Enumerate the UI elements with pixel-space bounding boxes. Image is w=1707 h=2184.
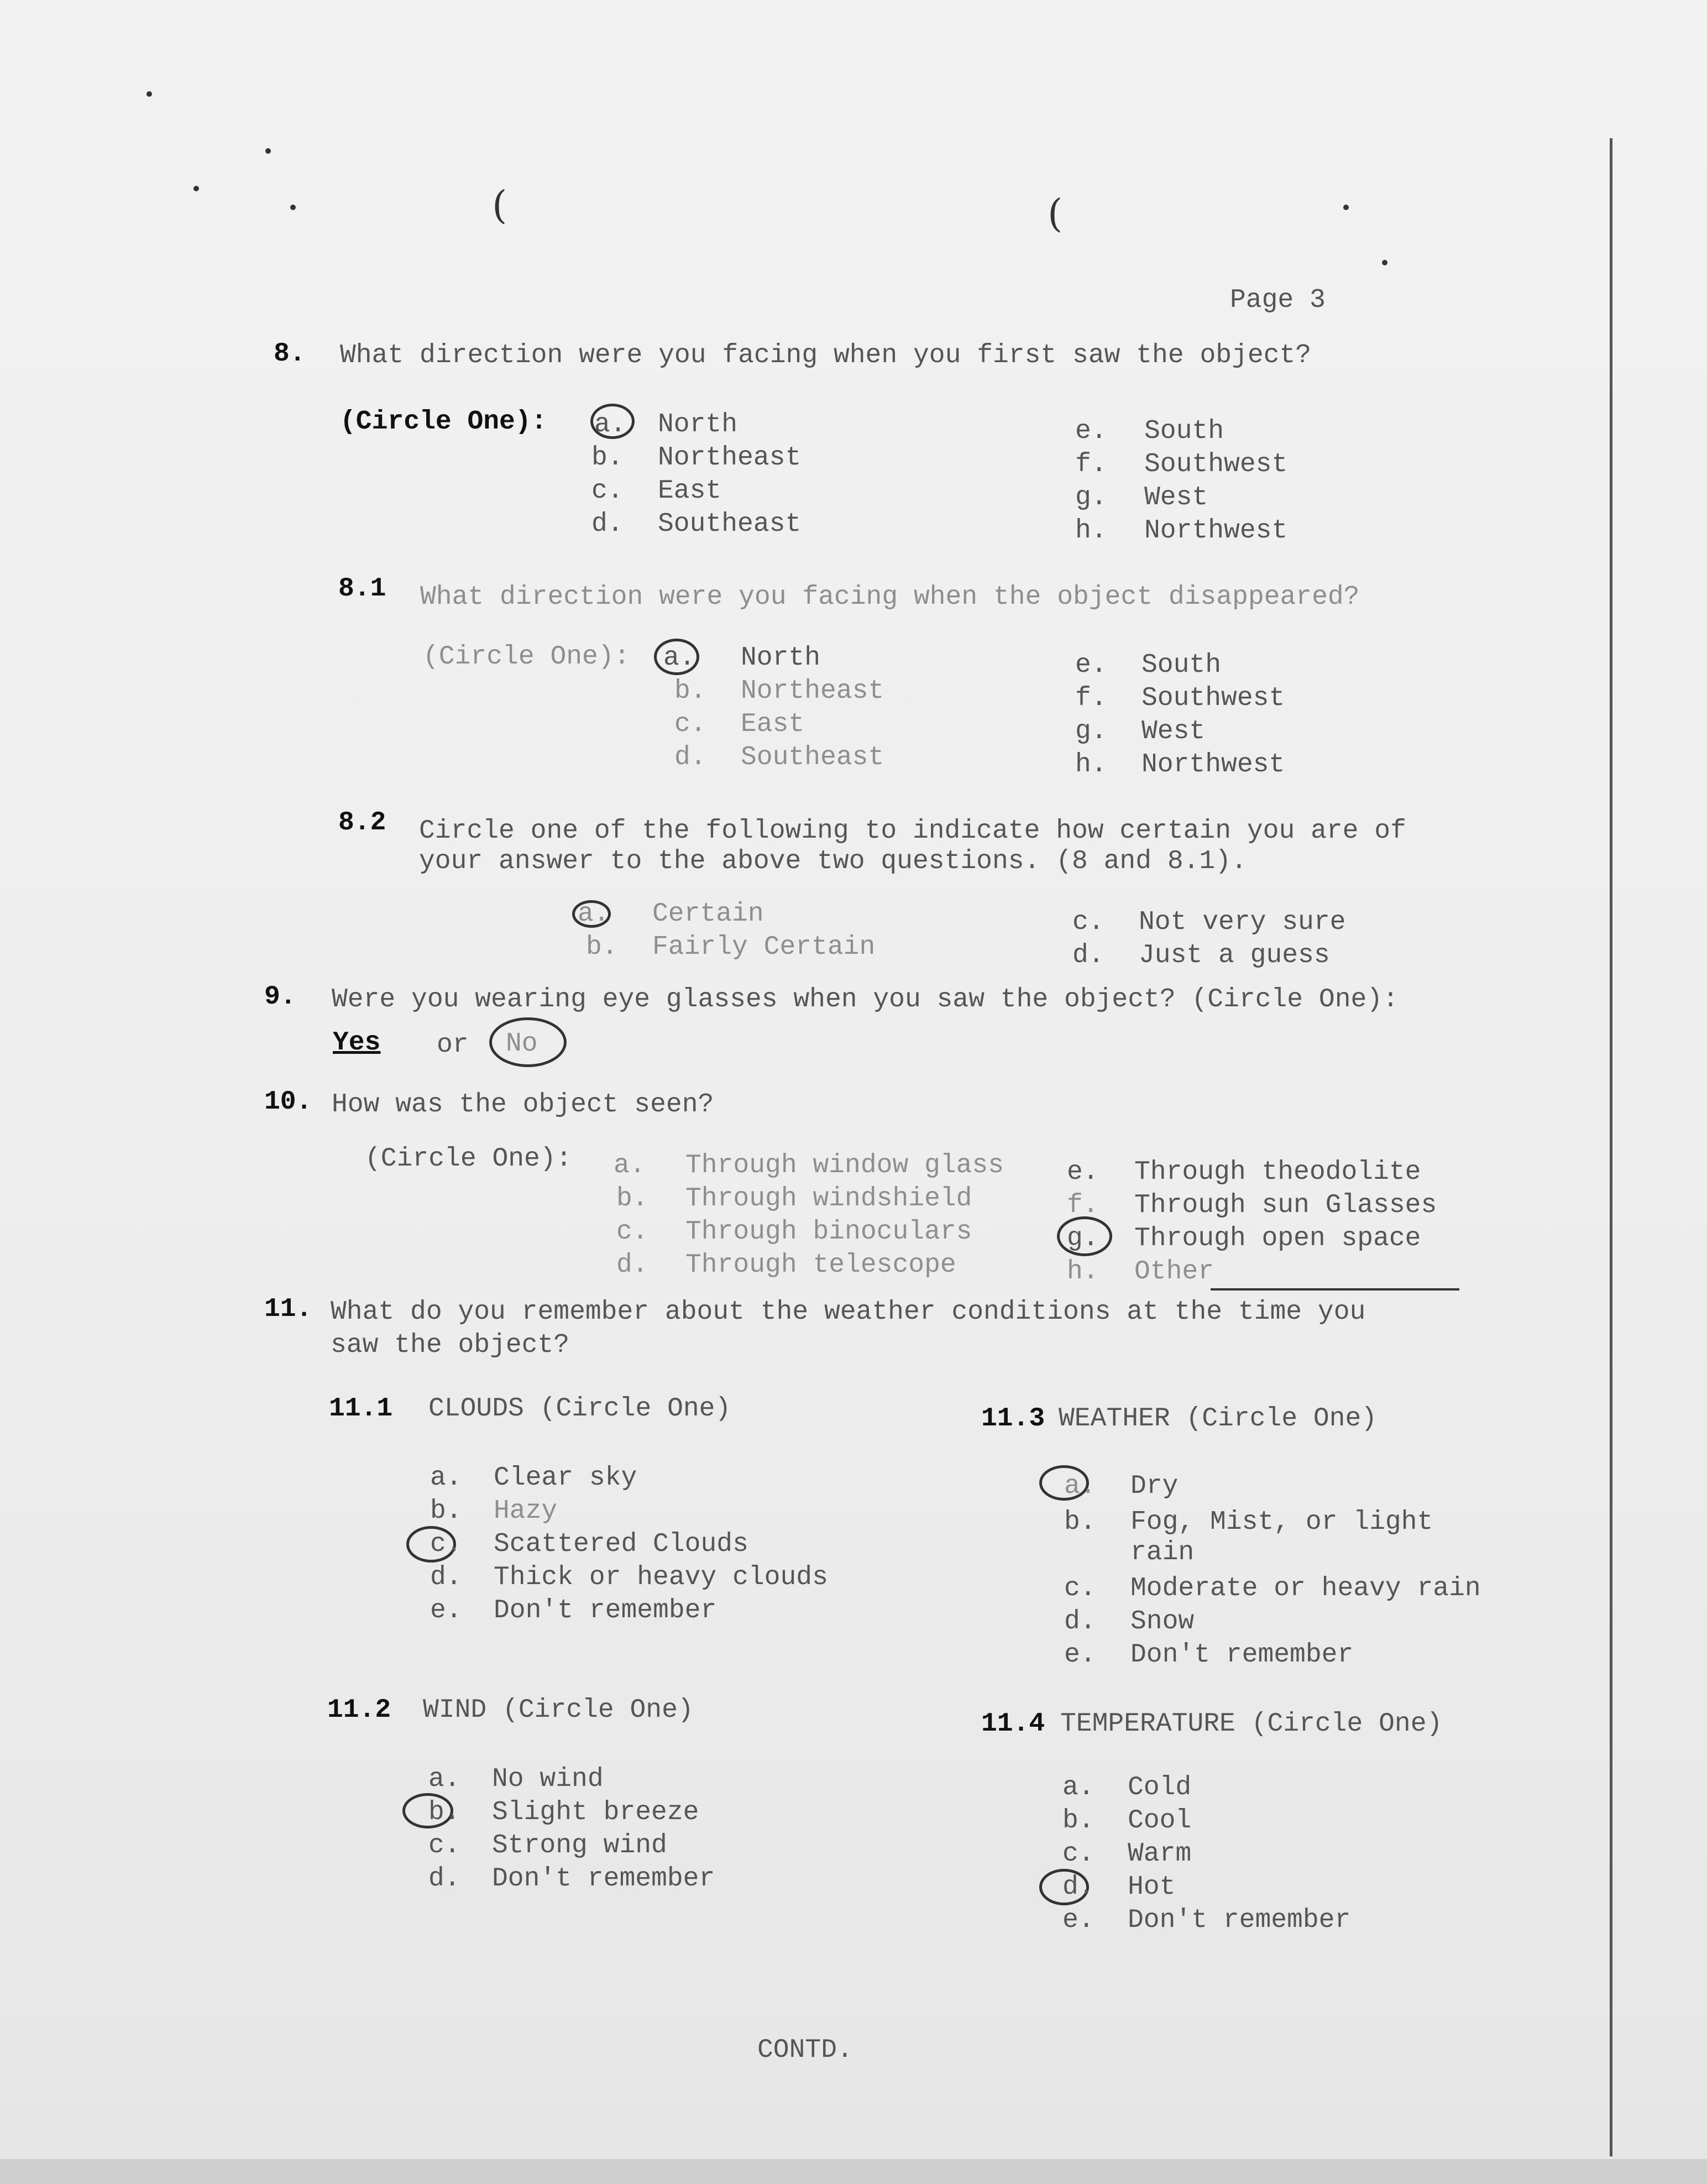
question-10-number: 10.: [264, 1087, 312, 1117]
option-letter: e.: [1062, 1905, 1095, 1935]
option-letter: e.: [430, 1596, 462, 1626]
question-8-2-text-line2: your answer to the above two questions. (8 and 8.1).: [419, 847, 1247, 876]
option-letter: g.: [1075, 717, 1107, 746]
question-11-3-title: WEATHER (Circle One): [1059, 1404, 1378, 1434]
option-label: Southwest: [1142, 683, 1285, 713]
option-letter: a.: [663, 643, 695, 673]
option-letter: a.: [428, 1764, 460, 1794]
option-letter: g.: [1075, 483, 1107, 513]
question-11-text-line1: What do you remember about the weather conditions at the time you: [331, 1297, 1366, 1327]
option-label: Scattered Clouds: [494, 1529, 748, 1559]
option-letter: h.: [1067, 1257, 1099, 1287]
option-label: Fairly Certain: [652, 932, 876, 962]
option-label: North: [658, 410, 738, 440]
option-letter: b.: [586, 932, 618, 962]
option-letter: a.: [614, 1151, 646, 1180]
option-label: Cool: [1128, 1806, 1192, 1836]
question-11-1-number: 11.1: [329, 1394, 393, 1424]
question-9-or: or: [437, 1030, 469, 1060]
option-letter: c.: [430, 1529, 462, 1559]
option-letter: e.: [1064, 1640, 1096, 1670]
option-label: Fog, Mist, or light: [1130, 1507, 1433, 1537]
option-label: Clear sky: [494, 1463, 637, 1493]
option-label: Thick or heavy clouds: [494, 1563, 828, 1592]
option-letter: e.: [1067, 1157, 1099, 1187]
option-label: Through window glass: [685, 1151, 1004, 1180]
option-label: Southwest: [1144, 450, 1288, 479]
option-label: Through theodolite: [1134, 1157, 1421, 1187]
option-label: South: [1142, 650, 1222, 680]
option-letter: c.: [674, 709, 706, 739]
option-letter: f.: [1075, 450, 1107, 479]
question-8-text: What direction were you facing when you first saw the object?: [340, 341, 1312, 370]
option-letter: b.: [1064, 1507, 1096, 1537]
question-11-3-number: 11.3: [981, 1404, 1045, 1434]
option-label-continuation: rain: [1130, 1538, 1195, 1568]
option-label: Other: [1134, 1257, 1214, 1287]
option-label: No wind: [492, 1764, 604, 1794]
option-label: Moderate or heavy rain: [1130, 1574, 1481, 1603]
option-label: Don't remember: [1128, 1905, 1351, 1935]
page-number: Page 3: [1230, 285, 1326, 315]
option-letter: b.: [430, 1496, 462, 1526]
option-label: Don't remember: [494, 1596, 717, 1626]
option-letter: d.: [1072, 941, 1104, 970]
scan-speck: [290, 205, 296, 210]
option-label: South: [1144, 416, 1224, 446]
question-11-2-number: 11.2: [327, 1695, 391, 1725]
option-letter: b.: [1062, 1806, 1095, 1836]
option-label: Hazy: [494, 1496, 558, 1526]
hole-punch-mark-right: (: [1048, 191, 1063, 236]
option-letter: h.: [1075, 516, 1107, 546]
page-right-edge-line: [1610, 138, 1612, 2156]
option-letter: d.: [616, 1250, 648, 1280]
option-label: Through windshield: [685, 1184, 972, 1214]
option-letter: c.: [591, 476, 624, 506]
scan-speck: [1382, 260, 1387, 265]
option-label: Strong wind: [492, 1831, 667, 1861]
option-label: Certain: [652, 899, 764, 929]
question-8-1-instruction: (Circle One):: [423, 642, 630, 672]
option-letter: a.: [1062, 1773, 1095, 1802]
option-letter: c.: [1072, 907, 1104, 937]
option-label: Through binoculars: [685, 1217, 972, 1247]
option-label: Hot: [1128, 1872, 1176, 1902]
scan-speck: [146, 91, 152, 97]
option-letter: a.: [1064, 1471, 1096, 1501]
scan-speck: [1343, 205, 1349, 210]
question-9-number: 9.: [264, 982, 296, 1012]
question-8-1-text: What direction were you facing when the object disappeared?: [420, 582, 1360, 612]
question-10-instruction: (Circle One):: [365, 1144, 572, 1174]
page-footer-contd: CONTD.: [757, 2035, 853, 2065]
option-label: Don't remember: [1130, 1640, 1354, 1670]
scan-speck: [193, 186, 199, 191]
option-letter: b.: [616, 1184, 648, 1214]
option-label: Don't remember: [492, 1864, 715, 1894]
option-letter: f.: [1075, 683, 1107, 713]
question-11-number: 11.: [264, 1294, 312, 1324]
option-letter: b.: [428, 1798, 460, 1827]
question-8-1-number: 8.1: [338, 574, 386, 604]
option-letter: d.: [1062, 1872, 1095, 1902]
option-label: Just a guess: [1139, 941, 1330, 970]
option-label: Snow: [1130, 1607, 1195, 1637]
option-label: Through telescope: [685, 1250, 956, 1280]
option-label: Cold: [1128, 1773, 1192, 1802]
question-8-instruction: (Circle One):: [340, 407, 547, 437]
question-11-4-number: 11.4: [981, 1709, 1045, 1739]
option-letter: d.: [591, 509, 624, 539]
option-label: North: [741, 643, 821, 673]
option-label: Northeast: [658, 443, 802, 473]
question-8-number: 8.: [274, 339, 306, 369]
option-letter: b.: [591, 443, 624, 473]
option-letter: c.: [1064, 1574, 1096, 1603]
option-letter: d.: [430, 1563, 462, 1592]
option-letter: f.: [1067, 1190, 1099, 1220]
option-label: Northwest: [1142, 750, 1285, 780]
option-letter: g.: [1067, 1224, 1099, 1253]
option-letter: c.: [1062, 1839, 1095, 1869]
option-letter: e.: [1075, 416, 1107, 446]
option-label: East: [658, 476, 722, 506]
option-letter: d.: [1064, 1607, 1096, 1637]
option-label: West: [1144, 483, 1208, 513]
option-label: Slight breeze: [492, 1798, 699, 1827]
option-letter: c.: [616, 1217, 648, 1247]
option-label: Warm: [1128, 1839, 1192, 1869]
option-label: Dry: [1130, 1471, 1179, 1501]
option-label: Through open space: [1134, 1224, 1421, 1253]
option-letter: a.: [578, 899, 610, 929]
option-letter: d.: [674, 743, 706, 772]
question-8-2-number: 8.2: [338, 808, 386, 838]
question-9-no: No: [506, 1029, 538, 1059]
hole-punch-mark-left: (: [492, 182, 507, 228]
question-9-yes: Yes: [333, 1028, 381, 1058]
question-8-2-text-line1: Circle one of the following to indicate how certain you are of: [419, 816, 1406, 846]
option-label: Not very sure: [1139, 907, 1346, 937]
option-letter: b.: [674, 676, 706, 706]
question-11-text-line2: saw the object?: [331, 1330, 570, 1360]
question-11-4-title: TEMPERATURE (Circle One): [1060, 1709, 1443, 1739]
question-9-text: Were you wearing eye glasses when you saw the object? (Circle One):: [332, 985, 1399, 1015]
option-letter: c.: [428, 1831, 460, 1861]
other-answer-line: [1211, 1288, 1459, 1290]
scan-bottom-edge: [0, 2159, 1707, 2184]
option-label: Southeast: [658, 509, 802, 539]
option-letter: a.: [594, 410, 626, 440]
option-label: Northeast: [741, 676, 884, 706]
question-11-2-title: WIND (Circle One): [423, 1695, 694, 1725]
option-letter: d.: [428, 1864, 460, 1894]
option-label: West: [1142, 717, 1206, 746]
option-label: East: [741, 709, 805, 739]
question-10-text: How was the object seen?: [332, 1090, 714, 1120]
option-letter: a.: [430, 1463, 462, 1493]
question-11-1-title: CLOUDS (Circle One): [428, 1394, 731, 1424]
option-letter: e.: [1075, 650, 1107, 680]
option-label: Through sun Glasses: [1134, 1190, 1437, 1220]
option-label: Southeast: [741, 743, 884, 772]
option-letter: h.: [1075, 750, 1107, 780]
option-label: Northwest: [1144, 516, 1288, 546]
scan-speck: [265, 148, 271, 154]
